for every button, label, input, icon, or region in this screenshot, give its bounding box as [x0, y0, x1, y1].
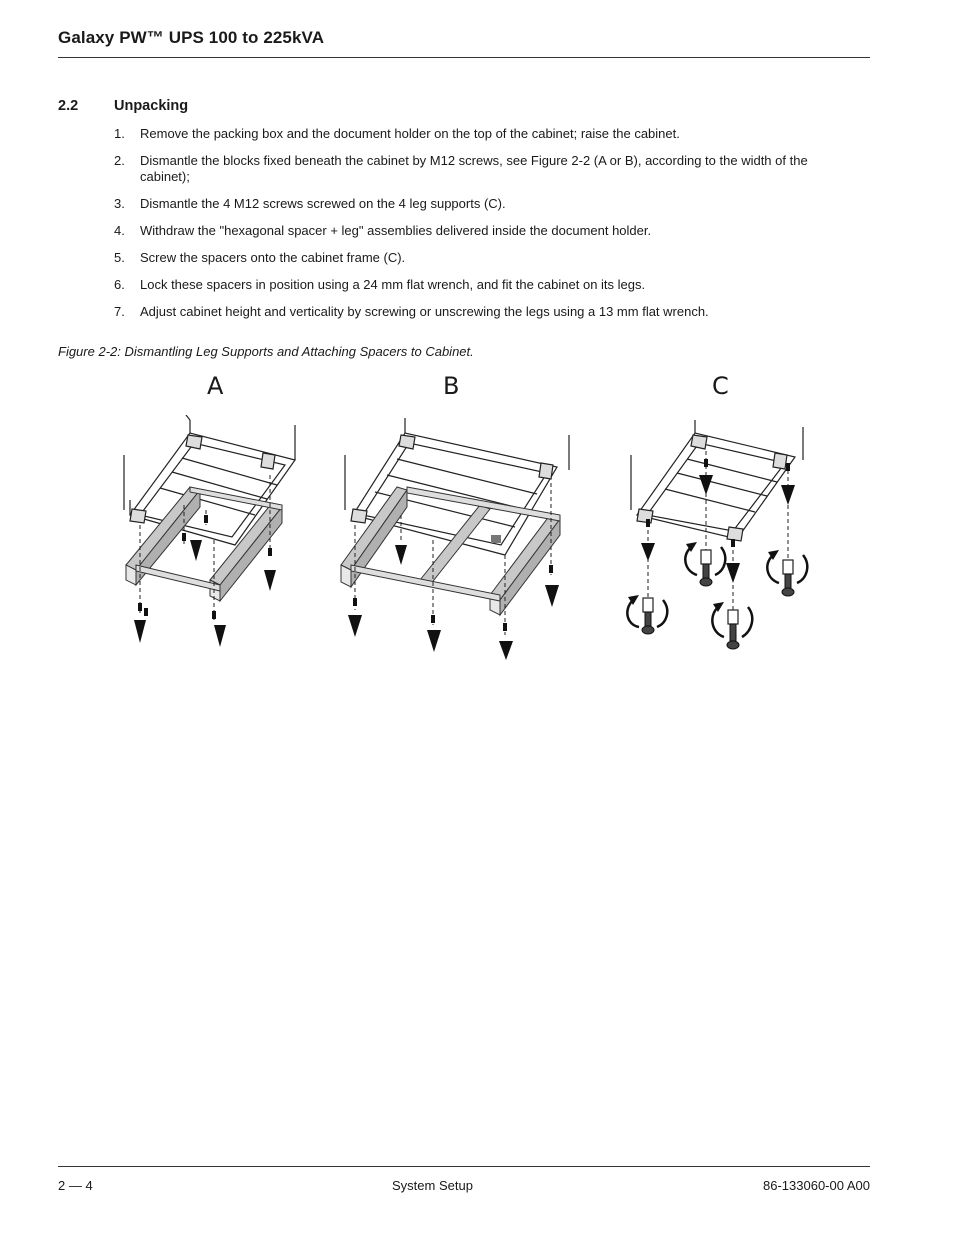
figure-label-b: B: [443, 372, 460, 400]
step-number: 1.: [114, 126, 125, 141]
step-text: Dismantle the blocks fixed beneath the cabinet by M12 screws, see Figure 2-2 (A or B), according to the width of the cabinet);: [140, 153, 808, 184]
list-item: [114, 196, 834, 212]
figure-caption: Figure 2-2: Dismantling Leg Supports and Attaching Spacers to Cabinet.: [58, 344, 474, 359]
list-item: [114, 223, 834, 239]
footer-rule: [58, 1166, 870, 1167]
step-text: Dismantle the 4 M12 screws screwed on the 4 leg supports (C).: [140, 196, 506, 211]
unpacking-steps-list: [114, 126, 834, 331]
step-number: 6.: [114, 277, 125, 292]
list-item: [114, 126, 834, 142]
figure-label-c: C: [712, 372, 729, 400]
page-header-title: Galaxy PW™ UPS 100 to 225kVA: [58, 28, 325, 47]
list-item: [114, 250, 834, 266]
step-number: 4.: [114, 223, 125, 238]
step-text: Lock these spacers in position using a 24 mm flat wrench, and fit the cabinet on its legs.: [140, 277, 646, 292]
step-text: Withdraw the "hexagonal spacer + leg" assemblies delivered inside the document holder.: [140, 223, 652, 238]
figure-a-illustration: [110, 415, 320, 655]
section-title: Unpacking: [114, 98, 189, 114]
document-id: 86-133060-00 A00: [763, 1178, 870, 1193]
list-item: [114, 277, 834, 293]
section-number: 2.2: [58, 98, 79, 114]
step-number: 3.: [114, 196, 125, 211]
figure-c-illustration: [615, 415, 815, 660]
step-number: 2.: [114, 153, 125, 168]
step-text: Remove the packing box and the document holder on the top of the cabinet; raise the cabinet.: [140, 126, 680, 141]
step-text: Screw the spacers onto the cabinet frame (C).: [140, 250, 406, 265]
step-number: 5.: [114, 250, 125, 265]
list-item: [114, 153, 834, 185]
step-number: 7.: [114, 304, 125, 319]
figure-b-illustration: [335, 415, 580, 660]
list-item: [114, 304, 834, 320]
step-text: Adjust cabinet height and verticality by screwing or unscrewing the legs using a 13 mm flat wrench.: [140, 304, 709, 319]
footer-section-name: System Setup: [392, 1178, 473, 1193]
figure-label-a: A: [207, 372, 224, 400]
page-number: 2 — 4: [58, 1178, 93, 1193]
header-rule: [58, 57, 870, 58]
